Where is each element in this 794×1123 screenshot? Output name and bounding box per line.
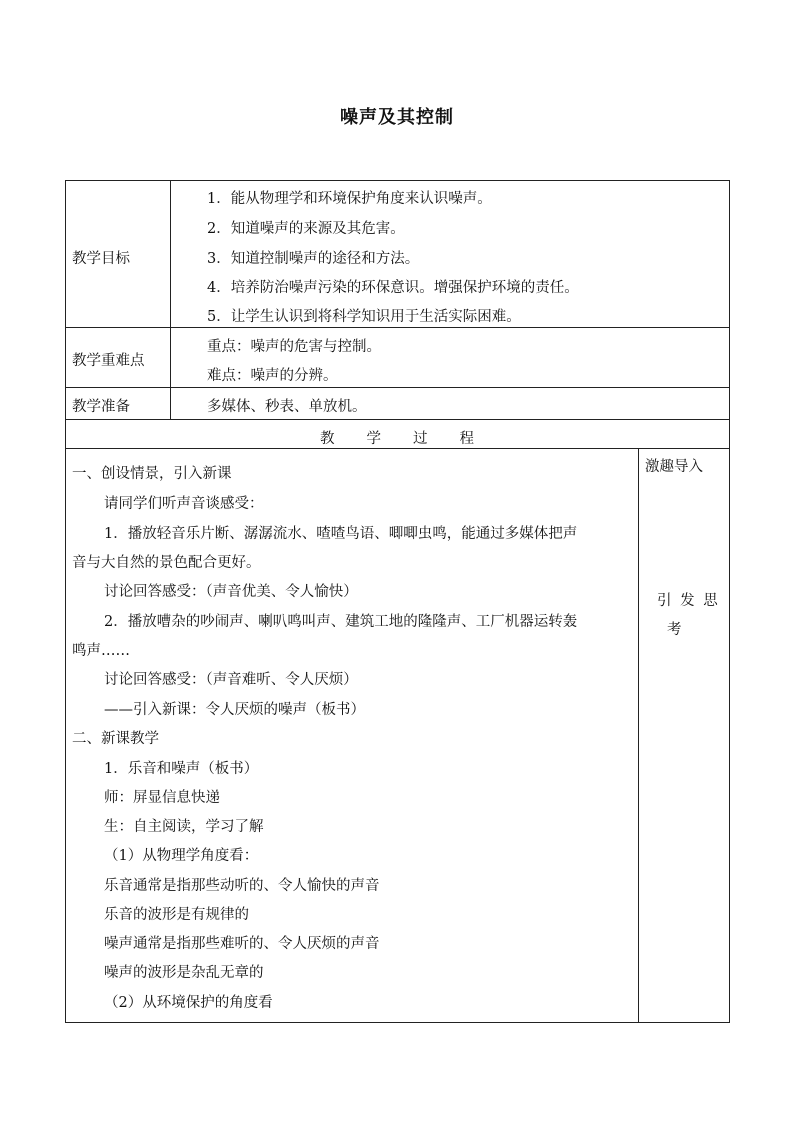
process-line: ——引入新课：令人厌烦的噪声（板书） [104, 702, 365, 718]
process-title-char: 过 [413, 431, 428, 447]
objective-item: 4．培养防治噪声污染的环保意识。增强保护环境的责任。 [207, 280, 579, 296]
row-divider [65, 387, 730, 388]
process-line: 乐音的波形是有规律的 [104, 907, 249, 923]
column-divider [638, 448, 639, 1023]
process-line: 噪声的波形是杂乱无章的 [104, 965, 264, 981]
process-title-char: 程 [459, 431, 474, 447]
key-points-label: 教学重难点 [72, 353, 145, 369]
key-point-item: 重点：噪声的危害与控制。 [207, 339, 381, 355]
process-line: 师：屏显信息快递 [104, 790, 220, 806]
objective-item: 1．能从物理学和环境保护角度来认识噪声。 [207, 191, 492, 207]
objective-item: 2．知道噪声的来源及其危害。 [207, 221, 405, 237]
process-line: 噪声通常是指那些难听的、令人厌烦的声音 [104, 936, 380, 952]
process-line: 音与大自然的景色配合更好。 [72, 555, 261, 571]
process-line: （1）从物理学角度看： [104, 848, 259, 864]
page-title: 噪声及其控制 [340, 107, 454, 128]
process-line: 鸣声…… [72, 643, 130, 659]
process-line: 乐音通常是指那些动听的、令人愉快的声音 [104, 878, 380, 894]
row-divider [65, 419, 730, 420]
process-line: 一、创设情景，引入新课 [72, 466, 232, 482]
row-divider [65, 448, 730, 449]
process-line: 二、新课教学 [72, 731, 159, 747]
process-line: 1．播放轻音乐片断、潺潺流水、喳喳鸟语、唧唧虫鸣，能通过多媒体把声 [104, 526, 578, 542]
side-note: 考 [667, 622, 682, 638]
row-divider [65, 327, 730, 328]
process-line: （2）从环境保护的角度看 [104, 995, 273, 1011]
side-note: 引 发 思 [657, 593, 720, 609]
preparation-label: 教学准备 [72, 399, 130, 415]
process-line: 讨论回答感受：（声音难听、令人厌烦） [104, 672, 358, 688]
process-title-char: 学 [366, 431, 381, 447]
process-line: 生：自主阅读，学习了解 [104, 819, 264, 835]
process-line: 1．乐音和噪声（板书） [104, 761, 259, 777]
preparation-content: 多媒体、秒表、单放机。 [207, 399, 367, 415]
objective-item: 5．让学生认识到将科学知识用于生活实际困难。 [207, 309, 521, 325]
process-title-char: 教 [320, 431, 335, 447]
key-point-item: 难点：噪声的分辨。 [207, 368, 338, 384]
process-title [65, 427, 729, 448]
objectives-label: 教学目标 [72, 251, 130, 267]
process-line: 请同学们听声音谈感受： [104, 496, 264, 512]
column-divider [170, 180, 171, 419]
objective-item: 3．知道控制噪声的途径和方法。 [207, 251, 420, 267]
process-line: 讨论回答感受：（声音优美、令人愉快） [104, 584, 358, 600]
process-line: 2．播放嘈杂的吵闹声、喇叭鸣叫声、建筑工地的隆隆声、工厂机器运转轰 [104, 614, 578, 630]
side-note: 激趣导入 [645, 459, 703, 475]
